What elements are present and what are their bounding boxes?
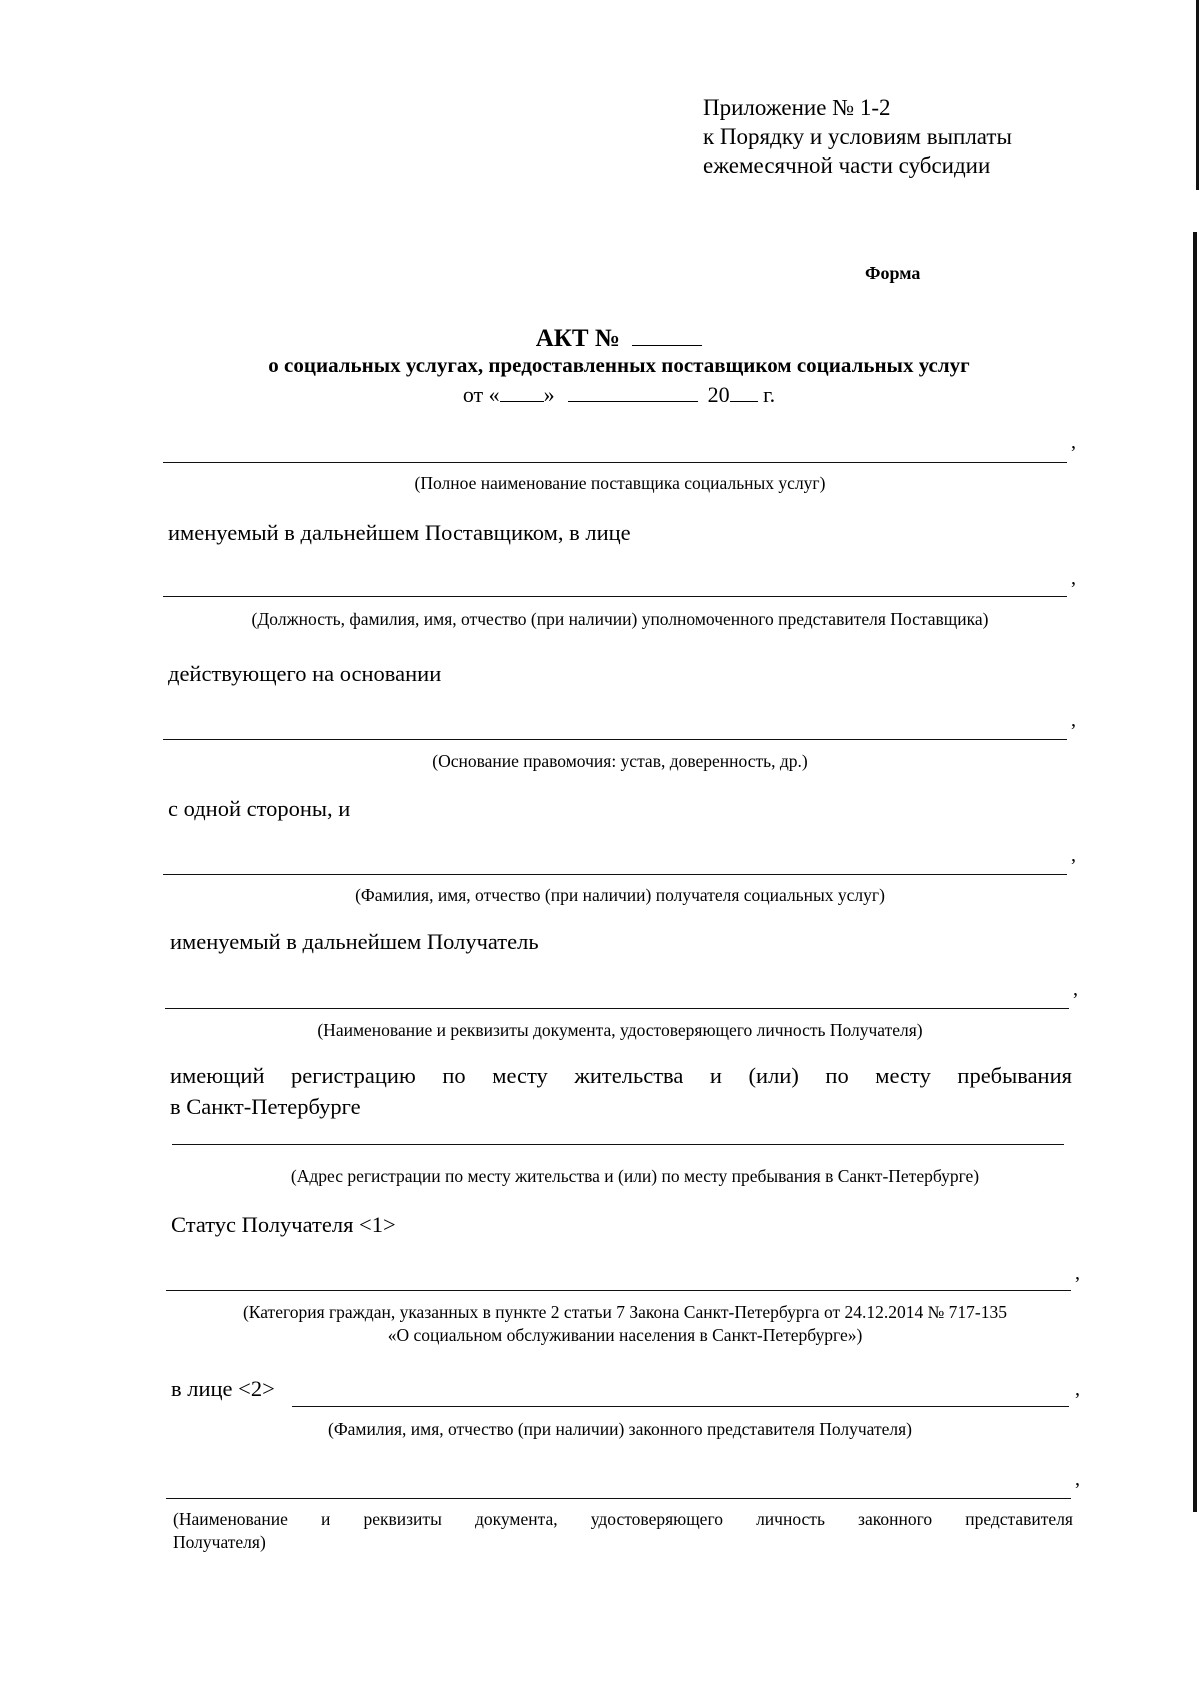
appendix-line-2: к Порядку и условиям выплаты bbox=[703, 124, 1012, 149]
scan-edge-mark-top bbox=[1196, 0, 1199, 190]
appendix-line-3: ежемесячной части субсидии bbox=[703, 153, 991, 178]
date-mid: » bbox=[543, 382, 555, 407]
address-caption: (Адрес регистрации по месту жительства и (или) по месту пребывания в Санкт-Петербурге) bbox=[290, 1166, 980, 1186]
comma: , bbox=[1071, 844, 1076, 866]
address-field[interactable] bbox=[172, 1144, 1064, 1145]
appendix-header bbox=[703, 93, 1012, 180]
recipient-id-document-field[interactable] bbox=[165, 1008, 1069, 1009]
legal-representative-document-field[interactable] bbox=[166, 1498, 1071, 1499]
representative-caption: (Должность, фамилия, имя, отчество (при наличии) уполномоченного представителя Поставщика) bbox=[251, 609, 989, 629]
act-date bbox=[0, 382, 1200, 408]
comma: , bbox=[1075, 1262, 1080, 1284]
date-suffix: г. bbox=[763, 382, 776, 407]
appendix-line-1: Приложение № 1-2 bbox=[703, 95, 891, 120]
recipient-caption: (Фамилия, имя, отчество (при наличии) получателя социальных услуг) bbox=[355, 885, 885, 905]
registration-text-line-2: в Санкт-Петербурге bbox=[170, 1094, 361, 1119]
registration-text-line-1: имеющий регистрацию по месту жительства и (или) по месту пребывания bbox=[170, 1063, 1072, 1088]
date-year-blank[interactable] bbox=[730, 383, 758, 402]
legal-representative-field[interactable] bbox=[292, 1406, 1069, 1407]
status-text: Статус Получателя <1> bbox=[171, 1212, 396, 1237]
recipient-category-field[interactable] bbox=[166, 1290, 1071, 1291]
representative-field[interactable] bbox=[163, 596, 1067, 597]
scan-edge-mark-middle bbox=[1193, 232, 1197, 1512]
comma: , bbox=[1073, 978, 1078, 1000]
act-title-text: АКТ № bbox=[535, 325, 620, 352]
legal-representative-document-caption-line-1: (Наименование и реквизиты документа, удостоверяющего личность законного представителя bbox=[173, 1509, 1073, 1529]
act-subtitle: о социальных услугах, предоставленных поставщиком социальных услуг bbox=[268, 353, 970, 377]
category-caption-line-2: «О социальном обслуживании населения в Санкт-Петербурге») bbox=[387, 1325, 863, 1345]
provider-name-field[interactable] bbox=[163, 462, 1067, 463]
comma: , bbox=[1075, 1468, 1080, 1490]
id-document-caption: (Наименование и реквизиты документа, удостоверяющего личность Получателя) bbox=[317, 1020, 923, 1040]
date-day-blank[interactable] bbox=[500, 383, 544, 402]
date-month-blank[interactable] bbox=[568, 383, 698, 402]
recipient-name-field[interactable] bbox=[163, 874, 1067, 875]
date-prefix: от « bbox=[462, 382, 500, 407]
basis-field[interactable] bbox=[163, 739, 1067, 740]
basis-text: действующего на основании bbox=[168, 661, 442, 686]
comma: , bbox=[1071, 709, 1076, 731]
comma: , bbox=[1071, 567, 1076, 589]
comma: , bbox=[1075, 1378, 1080, 1400]
legal-representative-document-caption-line-2: Получателя) bbox=[173, 1532, 266, 1552]
legal-representative-caption: (Фамилия, имя, отчество (при наличии) законного представителя Получателя) bbox=[328, 1419, 912, 1439]
recipient-text: именуемый в дальнейшем Получатель bbox=[170, 929, 539, 954]
act-title bbox=[0, 325, 1200, 353]
provider-caption: (Полное наименование поставщика социальных услуг) bbox=[414, 473, 826, 493]
one-side-text: с одной стороны, и bbox=[168, 796, 351, 821]
date-year: 20 bbox=[707, 382, 730, 407]
act-number-blank[interactable] bbox=[632, 327, 702, 346]
form-label: Форма bbox=[865, 263, 921, 283]
in-person-text: в лице <2> bbox=[171, 1376, 275, 1401]
basis-caption: (Основание правомочия: устав, доверенность, др.) bbox=[432, 751, 808, 771]
category-caption-line-1: (Категория граждан, указанных в пункте 2 статьи 7 Закона Санкт-Петербурга от 24.12.2014 № 717-135 bbox=[242, 1302, 1008, 1322]
comma: , bbox=[1071, 431, 1076, 453]
provider-text: именуемый в дальнейшем Поставщиком, в лице bbox=[168, 520, 631, 545]
